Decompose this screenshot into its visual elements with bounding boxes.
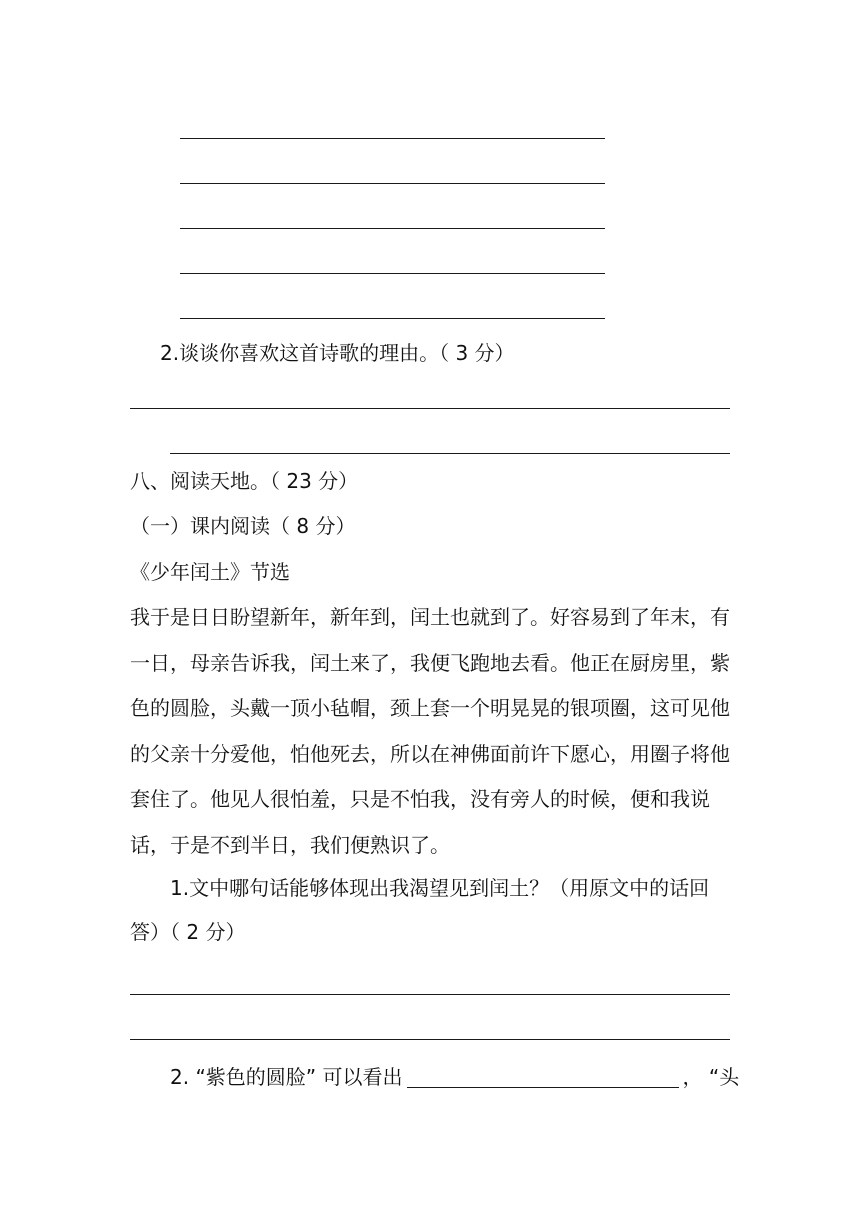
question-2-prefix: 2. “紫色的圆脸” 可以看出 [170, 1065, 403, 1089]
poem-question-2: 2.谈谈你喜欢这首诗歌的理由。（ 3 分） [160, 341, 515, 365]
answer-line[interactable] [180, 228, 605, 229]
question-1-line-2: 答）（ 2 分） [130, 920, 246, 944]
question-2 [170, 1062, 739, 1092]
answer-line[interactable] [130, 408, 730, 409]
passage-line: 套住了。他见人很怕羞，只是不怕我，没有旁人的时候，便和我说 [130, 787, 710, 811]
answer-line[interactable] [130, 994, 730, 995]
answer-line[interactable] [170, 453, 730, 454]
passage-line: 话，于是不到半日，我们便熟识了。 [130, 832, 450, 857]
reading-passage [130, 600, 740, 873]
question-1-line-1: 1.文中哪句话能够体现出我渴望见到闰土？（用原文中的话回 [170, 876, 710, 900]
passage-line: 我于是日日盼望新年，新年到，闰土也就到了。好容易到了年末，有 [130, 605, 730, 629]
subsection-title: （一）课内阅读（ 8 分） [130, 514, 356, 538]
answer-line[interactable] [180, 183, 605, 184]
passage-line: 的父亲十分爱他，怕他死去，所以在神佛面前许下愿心，用圈子将他 [130, 741, 730, 766]
answer-line[interactable] [180, 138, 605, 139]
passage-line: 色的圆脸，头戴一顶小毡帽，颈上套一个明晃晃的银项圈，这可见他 [130, 696, 730, 720]
answer-line[interactable] [180, 273, 605, 274]
passage-line: 一日，母亲告诉我，闰土来了，我便飞跑地去看。他正在厨房里，紫 [130, 650, 730, 675]
answer-line[interactable] [130, 1039, 730, 1040]
question-2-suffix: ， “头 [682, 1065, 740, 1089]
passage-source: 《少年闰土》节选 [130, 560, 290, 584]
section-title: 八、阅读天地。（ 23 分） [130, 469, 359, 493]
fill-blank[interactable] [407, 1069, 679, 1088]
answer-line[interactable] [180, 318, 605, 319]
